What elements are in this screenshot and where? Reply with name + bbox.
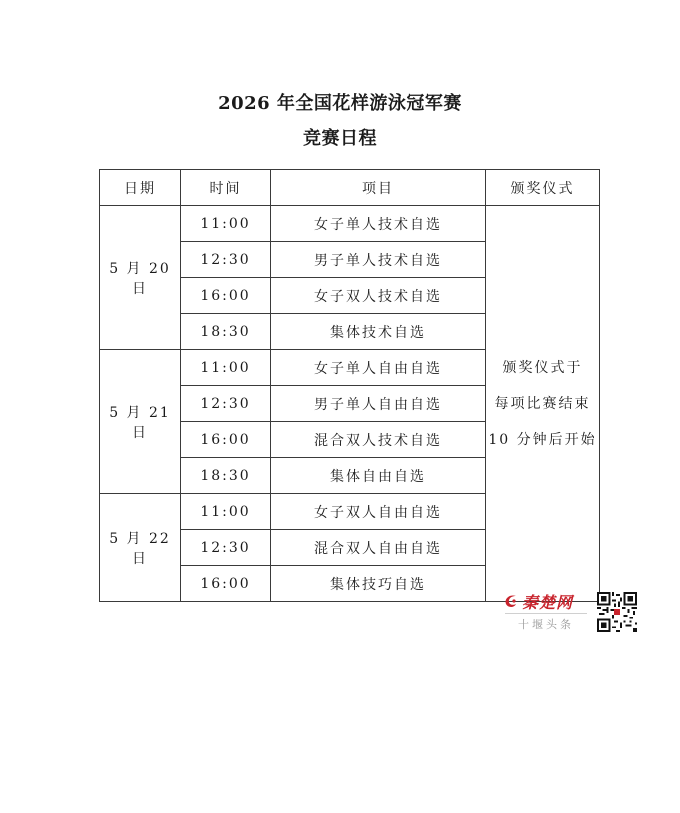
schedule-table xyxy=(99,169,600,602)
header-event: 项目 xyxy=(271,170,486,206)
time-cell: 16:00 xyxy=(181,566,271,602)
header-award: 颁奖仪式 xyxy=(486,170,600,206)
time-cell: 11:00 xyxy=(181,494,271,530)
time-cell: 12:30 xyxy=(181,242,271,278)
event-cell: 女子双人技术自选 xyxy=(271,278,486,314)
award-note-line: 每项比赛结束 xyxy=(494,395,591,412)
watermark-logo xyxy=(503,589,589,633)
event-cell: 集体技术自选 xyxy=(271,314,486,350)
time-cell: 16:00 xyxy=(181,422,271,458)
event-cell: 混合双人自由自选 xyxy=(271,530,486,566)
time-cell: 11:00 xyxy=(181,350,271,386)
event-cell: 女子单人自由自选 xyxy=(271,350,486,386)
time-cell: 18:30 xyxy=(181,458,271,494)
qr-code-icon xyxy=(597,592,637,632)
time-cell: 12:30 xyxy=(181,530,271,566)
header-time: 时间 xyxy=(181,170,271,206)
logo-subtitle: 十堰头条 xyxy=(518,618,574,631)
date-cell: 5 月 21 日 xyxy=(100,350,181,494)
event-cell: 女子双人自由自选 xyxy=(271,494,486,530)
document-title: 2026 年全国花样游泳冠军赛 xyxy=(218,93,462,114)
date-cell: 5 月 20 日 xyxy=(100,206,181,350)
time-cell: 11:00 xyxy=(181,206,271,242)
time-cell: 12:30 xyxy=(181,386,271,422)
swirl-logo-icon xyxy=(503,593,519,609)
time-cell: 18:30 xyxy=(181,314,271,350)
time-cell: 16:00 xyxy=(181,278,271,314)
table-row xyxy=(100,206,600,242)
award-note-line: 10 分钟后开始 xyxy=(488,431,597,448)
document-subtitle: 竞赛日程 xyxy=(303,128,377,149)
date-cell: 5 月 22 日 xyxy=(100,494,181,602)
header-date: 日期 xyxy=(100,170,181,206)
event-cell: 男子单人自由自选 xyxy=(271,386,486,422)
event-cell: 集体自由自选 xyxy=(271,458,486,494)
event-cell: 混合双人技术自选 xyxy=(271,422,486,458)
event-cell: 集体技巧自选 xyxy=(271,566,486,602)
table-header-row xyxy=(100,170,600,206)
award-note-line: 颁奖仪式于 xyxy=(502,359,583,376)
award-note-cell xyxy=(486,206,600,602)
event-cell: 女子单人技术自选 xyxy=(271,206,486,242)
logo-name: 秦楚网 xyxy=(522,592,574,612)
event-cell: 男子单人技术自选 xyxy=(271,242,486,278)
